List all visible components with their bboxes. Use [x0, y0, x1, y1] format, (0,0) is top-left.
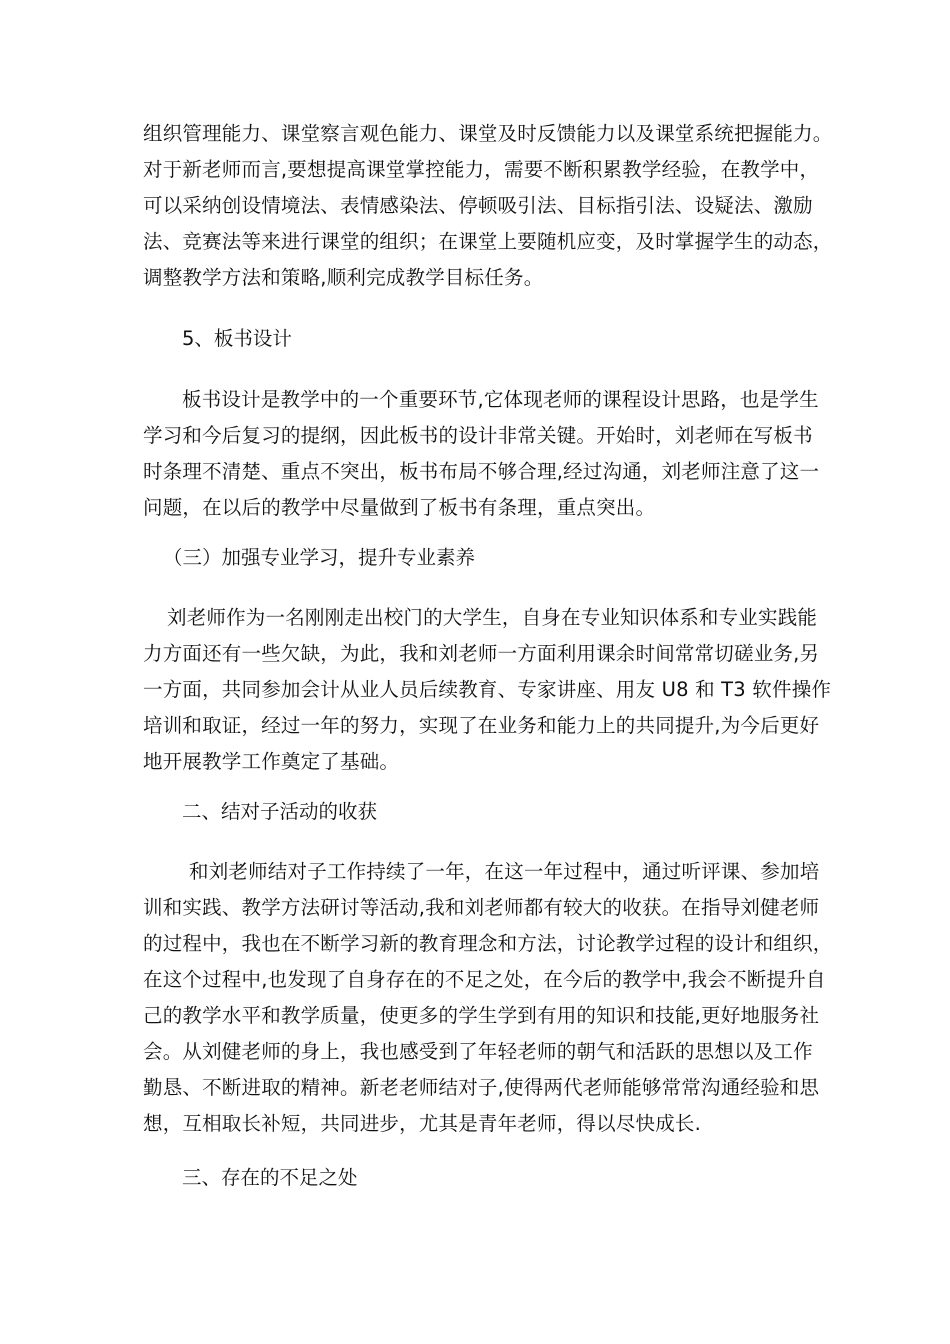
paragraph-harvest: [143, 854, 833, 1142]
text-line: 想，互相取长补短，共同进步，尤其是青年老师，得以尽快成长.: [143, 1112, 701, 1135]
text-line: 培训和取证，经过一年的努力，实现了在业务和能力上的共同提升,为今后更好: [143, 714, 820, 737]
text-line: 一方面，共同参加会计从业人员后续教育、专家讲座、用友 U8 和 T3 软件操作: [143, 678, 832, 701]
text-line: 己的教学水平和教学质量，使更多的学生学到有用的知识和技能,更好地服务社: [143, 1004, 820, 1027]
text-line: 问题，在以后的教学中尽量做到了板书有条理，重点突出。: [143, 496, 656, 519]
text-line: 刘老师作为一名刚刚走出校门的大学生，自身在专业知识体系和专业实践能: [167, 606, 818, 629]
text-line: 和刘老师结对子工作持续了一年，在这一年过程中，通过听评课、参加培: [189, 860, 820, 883]
text-line: 时条理不清楚、重点不突出，板书布局不够合理,经过沟通，刘老师注意了这一: [143, 460, 820, 483]
paragraph-professional-study: [143, 600, 833, 780]
text-line: 训和实践、教学方法研讨等活动,我和刘老师都有较大的收获。在指导刘健老师: [143, 896, 820, 919]
text-line: 调整教学方法和策略,顺利完成教学目标任务。: [143, 266, 544, 289]
text-line: 法、竞赛法等来进行课堂的组织；在课堂上要随机应变，及时掌握学生的动态，: [143, 230, 833, 253]
heading-board-design: 5、板书设计: [182, 327, 292, 350]
text-line: 勤恳、不断进取的精神。新老老师结对子,使得两代老师能够常常沟通经验和思: [143, 1076, 820, 1099]
text-line: 在这个过程中,也发现了自身存在的不足之处，在今后的教学中,我会不断提升自: [143, 968, 826, 991]
heading-professional-study: （三）加强专业学习，提升专业素养: [163, 546, 476, 569]
heading-harvest: 二、结对子活动的收获: [182, 800, 378, 823]
text-line: 地开展教学工作奠定了基础。: [143, 750, 400, 773]
heading-shortcomings: 三、存在的不足之处: [182, 1166, 358, 1189]
paragraph-classroom-control: [143, 116, 833, 296]
text-line: 力方面还有一些欠缺，为此，我和刘老师一方面利用课余时间常常切磋业务,另: [143, 642, 820, 665]
text-line: 可以采纳创设情境法、表情感染法、停顿吸引法、目标指引法、设疑法、激励: [143, 194, 813, 217]
text-line: 板书设计是教学中的一个重要环节,它体现老师的课程设计思路，也是学生: [182, 388, 819, 411]
paragraph-board-design: [143, 382, 833, 526]
text-line: 对于新老师而言,要想提高课堂掌控能力，需要不断积累教学经验，在教学中，: [143, 158, 820, 181]
text-line: 的过程中，我也在不断学习新的教育理念和方法，讨论教学过程的设计和组织，: [143, 932, 833, 955]
text-line: 组织管理能力、课堂察言观色能力、课堂及时反馈能力以及课堂系统把握能力。: [143, 122, 833, 145]
text-line: 学习和今后复习的提纲，因此板书的设计非常关键。开始时，刘老师在写板书: [143, 424, 813, 447]
text-line: 会。从刘健老师的身上，我也感受到了年轻老师的朝气和活跃的思想以及工作: [143, 1040, 813, 1063]
